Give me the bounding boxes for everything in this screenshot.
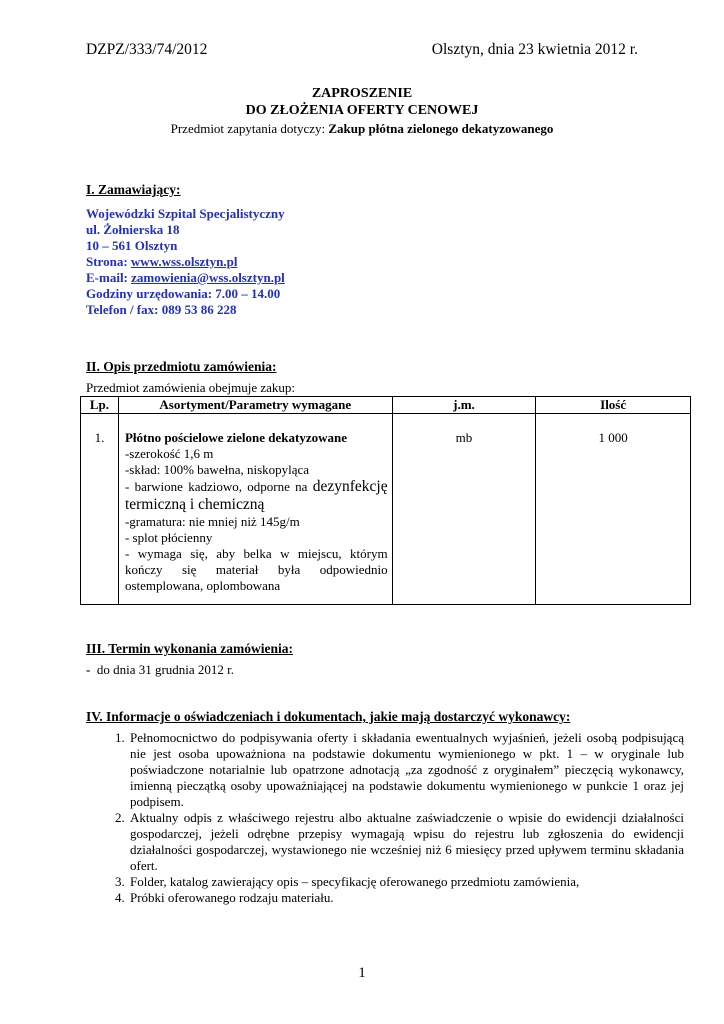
- item-param-marking: - wymaga się, aby belka w miejscu, którym kończy się materiał była odpowiednio ostemplowana, oplombowana: [124, 546, 388, 593]
- email-link[interactable]: zamowienia@wss.olsztyn.pl: [131, 270, 285, 285]
- cell-assortment: [118, 414, 392, 605]
- section-4-heading: IV. Informacje o oświadczeniach i dokumentach, jakie mają dostarczyć wykonawcy:: [86, 709, 571, 724]
- authority-email: E-mail: zamowienia@wss.olsztyn.pl: [86, 270, 285, 285]
- document-subtitle: DO ZŁOŻENIA OFERTY CENOWEJ: [245, 103, 479, 118]
- contracting-authority-block: [86, 206, 285, 318]
- document-reference: DZPZ/333/74/2012: [86, 41, 208, 58]
- list-item: 3. Folder, katalog zawierający opis – specyfikację oferowanego przedmiotu zamówienia,: [128, 874, 684, 890]
- section-3-heading: III. Termin wykonania zamówienia:: [86, 641, 294, 656]
- column-header-unit: j.m.: [392, 397, 536, 414]
- item-param-composition: -skład: 100% bawełna, niskopyląca: [124, 462, 310, 477]
- column-header-assortment: Asortyment/Parametry wymagane: [118, 397, 392, 414]
- deadline-line: - do dnia 31 grudnia 2012 r.: [86, 662, 235, 677]
- item-param-weave: - splot płócienny: [124, 530, 213, 545]
- column-header-lp: Lp.: [81, 397, 119, 414]
- authority-name: Wojewódzki Szpital Specjalistyczny: [86, 206, 285, 221]
- place-and-date: Olsztyn, dnia 23 kwietnia 2012 r.: [431, 41, 638, 58]
- cell-lp: 1.: [81, 414, 119, 605]
- cell-quantity: 1 000: [536, 414, 691, 605]
- item-name: Płótno pościelowe zielone dekatyzowane: [124, 430, 348, 445]
- documents-list: [86, 730, 684, 906]
- table-row: [81, 414, 691, 605]
- page-number: 1: [358, 965, 366, 981]
- cell-unit: mb: [392, 414, 536, 605]
- website-link[interactable]: www.wss.olsztyn.pl: [130, 254, 238, 269]
- table-header-row: [81, 397, 691, 414]
- item-param-weight: -gramatura: nie mniej niż 145g/m: [124, 514, 300, 529]
- subject-line: [0, 121, 724, 137]
- list-item: 4. Próbki oferowanego rodzaju materiału.: [128, 890, 684, 906]
- section-2-intro: Przedmiot zamówienia obejmuje zakup:: [86, 380, 296, 395]
- specification-table: [80, 396, 691, 605]
- section-1-heading: I. Zamawiający:: [86, 182, 181, 197]
- item-param-width: -szerokość 1,6 m: [124, 446, 214, 461]
- authority-street: ul. Żołnierska 18: [86, 222, 180, 237]
- authority-city: 10 – 561 Olsztyn: [86, 238, 178, 253]
- subject-value: Zakup płótna zielonego dekatyzowanego: [328, 121, 554, 136]
- list-item: 1. Pełnomocnictwo do podpisywania oferty i składania ewentualnych wyjaśnień, jeżeli osobą podpisującą nie jest osoba upoważniona na podstawie dokumentu wymienionego w pkt. 1 – w oryginale lub poświadczone notarialnie lub opatrzone adnotacją „za zgodność z oryginałem” pieczęcią wykonawcy, imienną pieczątką osoby upoważniającej na podstawie dokumentu wymienionego w punkcie 1 oraz jej podpisem.: [128, 730, 684, 810]
- section-2-heading: II. Opis przedmiotu zamówienia:: [86, 359, 277, 374]
- authority-hours: Godziny urzędowania: 7.00 – 14.00: [86, 286, 281, 301]
- authority-website: Strona: www.wss.olsztyn.pl: [86, 254, 238, 269]
- subject-prefix: Przedmiot zapytania dotyczy:: [170, 121, 326, 136]
- authority-phone: Telefon / fax: 089 53 86 228: [86, 302, 237, 317]
- deadline-text: do dnia 31 grudnia 2012 r.: [96, 662, 235, 677]
- item-param-dyeing: - barwione kadziowo, odporne na dezynfekcję termiczną i chemiczną: [124, 478, 388, 513]
- list-item: 2. Aktualny odpis z właściwego rejestru albo aktualne zaświadczenie o wpisie do ewidencji działalności gospodarczej, jeżeli odrębne przepisy wymagają wpisu do rejestru lub zgłoszenia do ewidencji działalności gospodarczej, wystawionego nie wcześniej niż 6 miesięcy przed upływem terminu składania ofert.: [128, 810, 684, 874]
- document-title: ZAPROSZENIE: [311, 86, 413, 101]
- column-header-quantity: Ilość: [536, 397, 691, 414]
